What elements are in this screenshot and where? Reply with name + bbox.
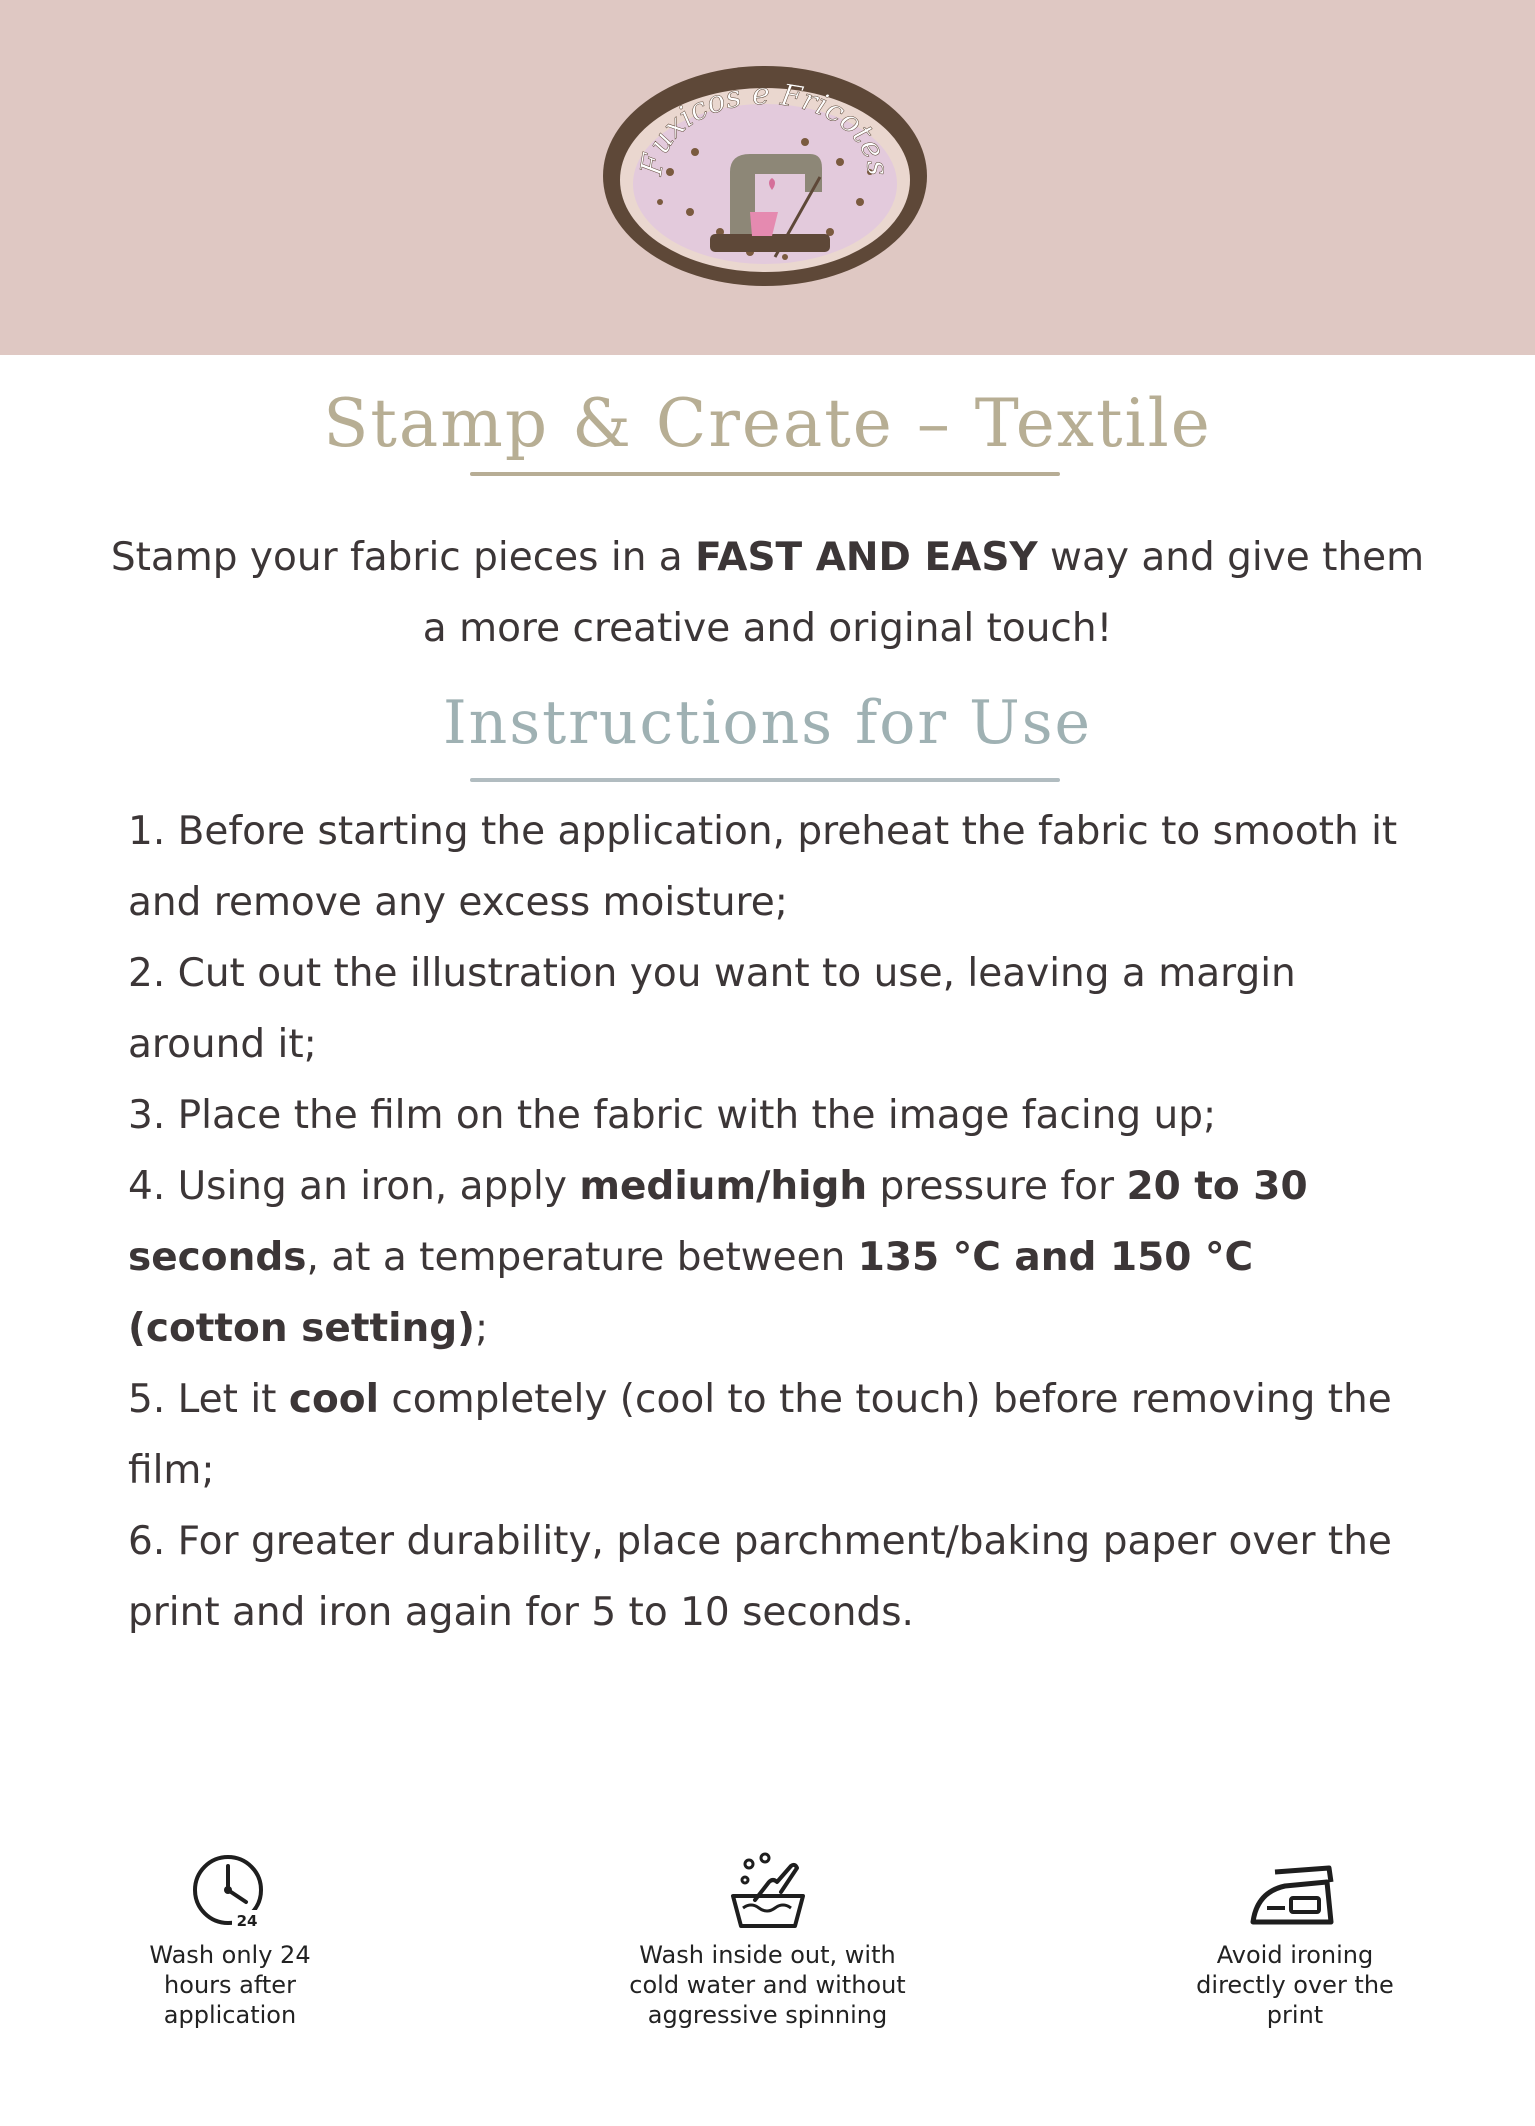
step-1: 1. Before starting the application, preheat the fabric to smooth it and remove any excess moisture; [128,809,1398,925]
iron-icon [1245,1852,1345,1932]
clock-24-label: 24 [236,1912,258,1930]
step-5-cool: cool [288,1377,379,1422]
hand-wash-icon [725,1852,811,1932]
clock-24-icon [190,1852,270,1932]
care-item-hand-wash [620,1852,915,2030]
intro-emphasis: FAST AND EASY [695,535,1038,580]
step-2: 2. Cut out the illustration you want to use, leaving a margin around it; [128,951,1296,1067]
step-4-text-g: ; [474,1306,489,1351]
step-4-pressure: medium/high [579,1164,868,1209]
step-4 [128,1151,1418,1364]
care-text-hand-wash: Wash inside out, with cold water and without aggressive spinning [629,1941,906,2029]
step-4-text-e: , at a temperature between [306,1235,858,1280]
brand-logo [600,62,930,290]
instructions-title: Instructions for Use [442,688,1093,758]
intro-text-2: way and give them a more creative and original touch! [422,535,1425,651]
step-4-text-a: 4. Using an iron, apply [128,1164,580,1209]
step-4-temperature: 135 °C and 150 °C (cotton setting) [128,1235,1254,1351]
step-5-text-a: 5. Let it [128,1377,289,1422]
step-5 [128,1364,1418,1506]
step-4-duration: 20 to 30 seconds [128,1164,1308,1280]
title-divider [470,472,1060,476]
step-4-text-c: pressure for [867,1164,1127,1209]
brand-logo-text: Fuxicos e Fricotes [634,76,896,178]
care-item-wash-wait [130,1852,330,2030]
step-6: 6. For greater durability, place parchment/baking paper over the print and iron again for 5 to 10 seconds. [128,1519,1392,1635]
header-band [0,0,1535,355]
step-5-text-c: completely (cool to the touch) before removing the film; [128,1377,1392,1493]
care-text-avoid-ironing: Avoid ironing directly over the print [1196,1941,1394,2029]
instructions-divider [470,778,1060,782]
care-text-wash-wait: Wash only 24 hours after application [149,1941,311,2029]
care-item-avoid-ironing [1180,1852,1410,2030]
page-title: Stamp & Create – Textile [323,385,1212,462]
intro-paragraph [110,522,1425,664]
instructions-list [128,796,1418,1648]
intro-text-1: Stamp your fabric pieces in a [110,535,696,580]
step-3: 3. Place the film on the fabric with the image facing up; [128,1093,1217,1138]
